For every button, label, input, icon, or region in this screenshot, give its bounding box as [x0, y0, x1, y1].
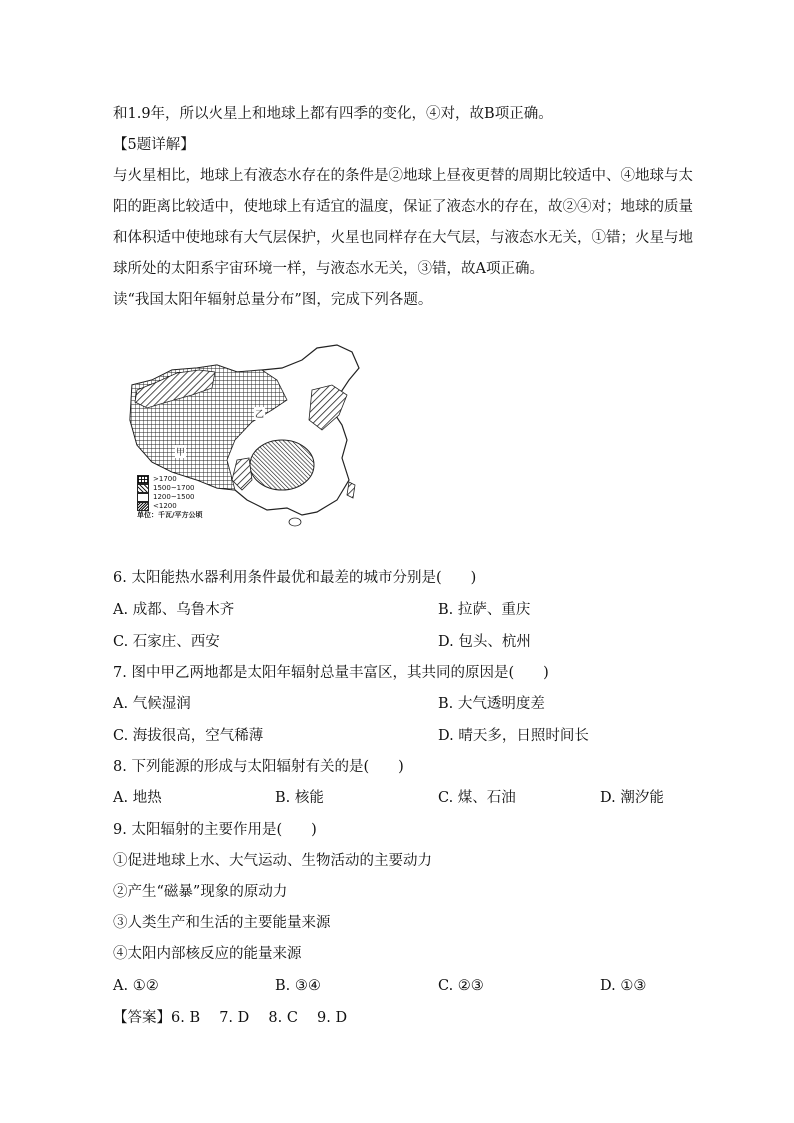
- option-b: B. 核能: [275, 790, 324, 806]
- question-stem: 9. 太阳辐射的主要作用是( ): [113, 822, 317, 838]
- option-c: C. 石家庄、西安: [113, 634, 220, 650]
- legend-label: 1200~1500: [153, 493, 195, 501]
- map-legend: [137, 475, 203, 520]
- legend-label: <1200: [153, 502, 177, 510]
- legend-item: [137, 502, 203, 511]
- answer-line: 【答案】6. B 7. D 8. C 9. D: [113, 1010, 348, 1026]
- legend-swatch-hatch: [137, 484, 149, 493]
- region-under-1200: [250, 440, 314, 490]
- legend-item: [137, 475, 203, 484]
- legend-label: >1700: [153, 475, 177, 483]
- legend-item: [137, 484, 203, 493]
- option-d: D. 潮汐能: [600, 790, 664, 806]
- legend-label: 1500~1700: [153, 484, 195, 492]
- option-b: B. ③④: [275, 978, 321, 994]
- option-d: D. 包头、杭州: [438, 634, 531, 650]
- statement-item: ②产生“磁暴”现象的原动力: [113, 884, 288, 900]
- paragraph-line: 与火星相比，地球上有液态水存在的条件是②地球上昼夜更替的周期比较适中、④地球与太: [113, 168, 693, 184]
- option-a: A. 成都、乌鲁木齐: [113, 602, 235, 618]
- paragraph-line: 球所处的太阳系宇宙环境一样，与液态水无关，③错，故A项正确。: [113, 261, 544, 277]
- solar-radiation-map: [127, 340, 367, 530]
- paragraph-line: 阳的距离比较适中，使地球上有适宜的温度，保证了液态水的存在，故②④对；地球的质量: [113, 199, 693, 215]
- legend-swatch-blank: [137, 493, 149, 502]
- option-d: D. ①③: [600, 978, 647, 994]
- taiwan-island: [347, 482, 355, 498]
- option-d: D. 晴天多，日照时间长: [438, 728, 589, 744]
- option-b: B. 大气透明度差: [438, 696, 545, 712]
- section-heading: 【5题详解】: [113, 137, 195, 153]
- statement-item: ③人类生产和生活的主要能量来源: [113, 915, 331, 931]
- question-stem: 6. 太阳能热水器利用条件最优和最差的城市分别是( ): [113, 570, 477, 586]
- option-a: A. 气候湿润: [113, 696, 191, 712]
- paragraph-line: 和1.9年，所以火星上和地球上都有四季的变化，④对，故B项正确。: [113, 106, 553, 122]
- legend-unit: 单位：千瓦/平方公顷: [137, 511, 203, 519]
- paragraph-line: 和体积适中使地球有大气层保护，火星也同样存在大气层，与液态水无关，①错；火星与地: [113, 230, 693, 246]
- legend-swatch-dense: [137, 502, 149, 511]
- legend-swatch-grid: [137, 475, 149, 484]
- option-c: C. 煤、石油: [438, 790, 516, 806]
- statement-item: ④太阳内部核反应的能量来源: [113, 946, 302, 962]
- hainan-island: [289, 518, 301, 526]
- question-stem: 8. 下列能源的形成与太阳辐射有关的是( ): [113, 759, 404, 775]
- legend-item: [137, 493, 203, 502]
- option-c: C. 海拔很高，空气稀薄: [113, 728, 264, 744]
- option-a: A. 地热: [113, 790, 162, 806]
- map-label-jia: 甲: [175, 445, 186, 458]
- paragraph-line: 读“我国太阳年辐射总量分布”图，完成下列各题。: [113, 292, 433, 308]
- question-stem: 7. 图中甲乙两地都是太阳年辐射总量丰富区，其共同的原因是( ): [113, 665, 549, 681]
- option-b: B. 拉萨、重庆: [438, 602, 531, 618]
- option-c: C. ②③: [438, 978, 484, 994]
- statement-item: ①促进地球上水、大气运动、生物活动的主要动力: [113, 853, 432, 869]
- map-label-yi: 乙: [254, 407, 265, 420]
- option-a: A. ①②: [113, 978, 159, 994]
